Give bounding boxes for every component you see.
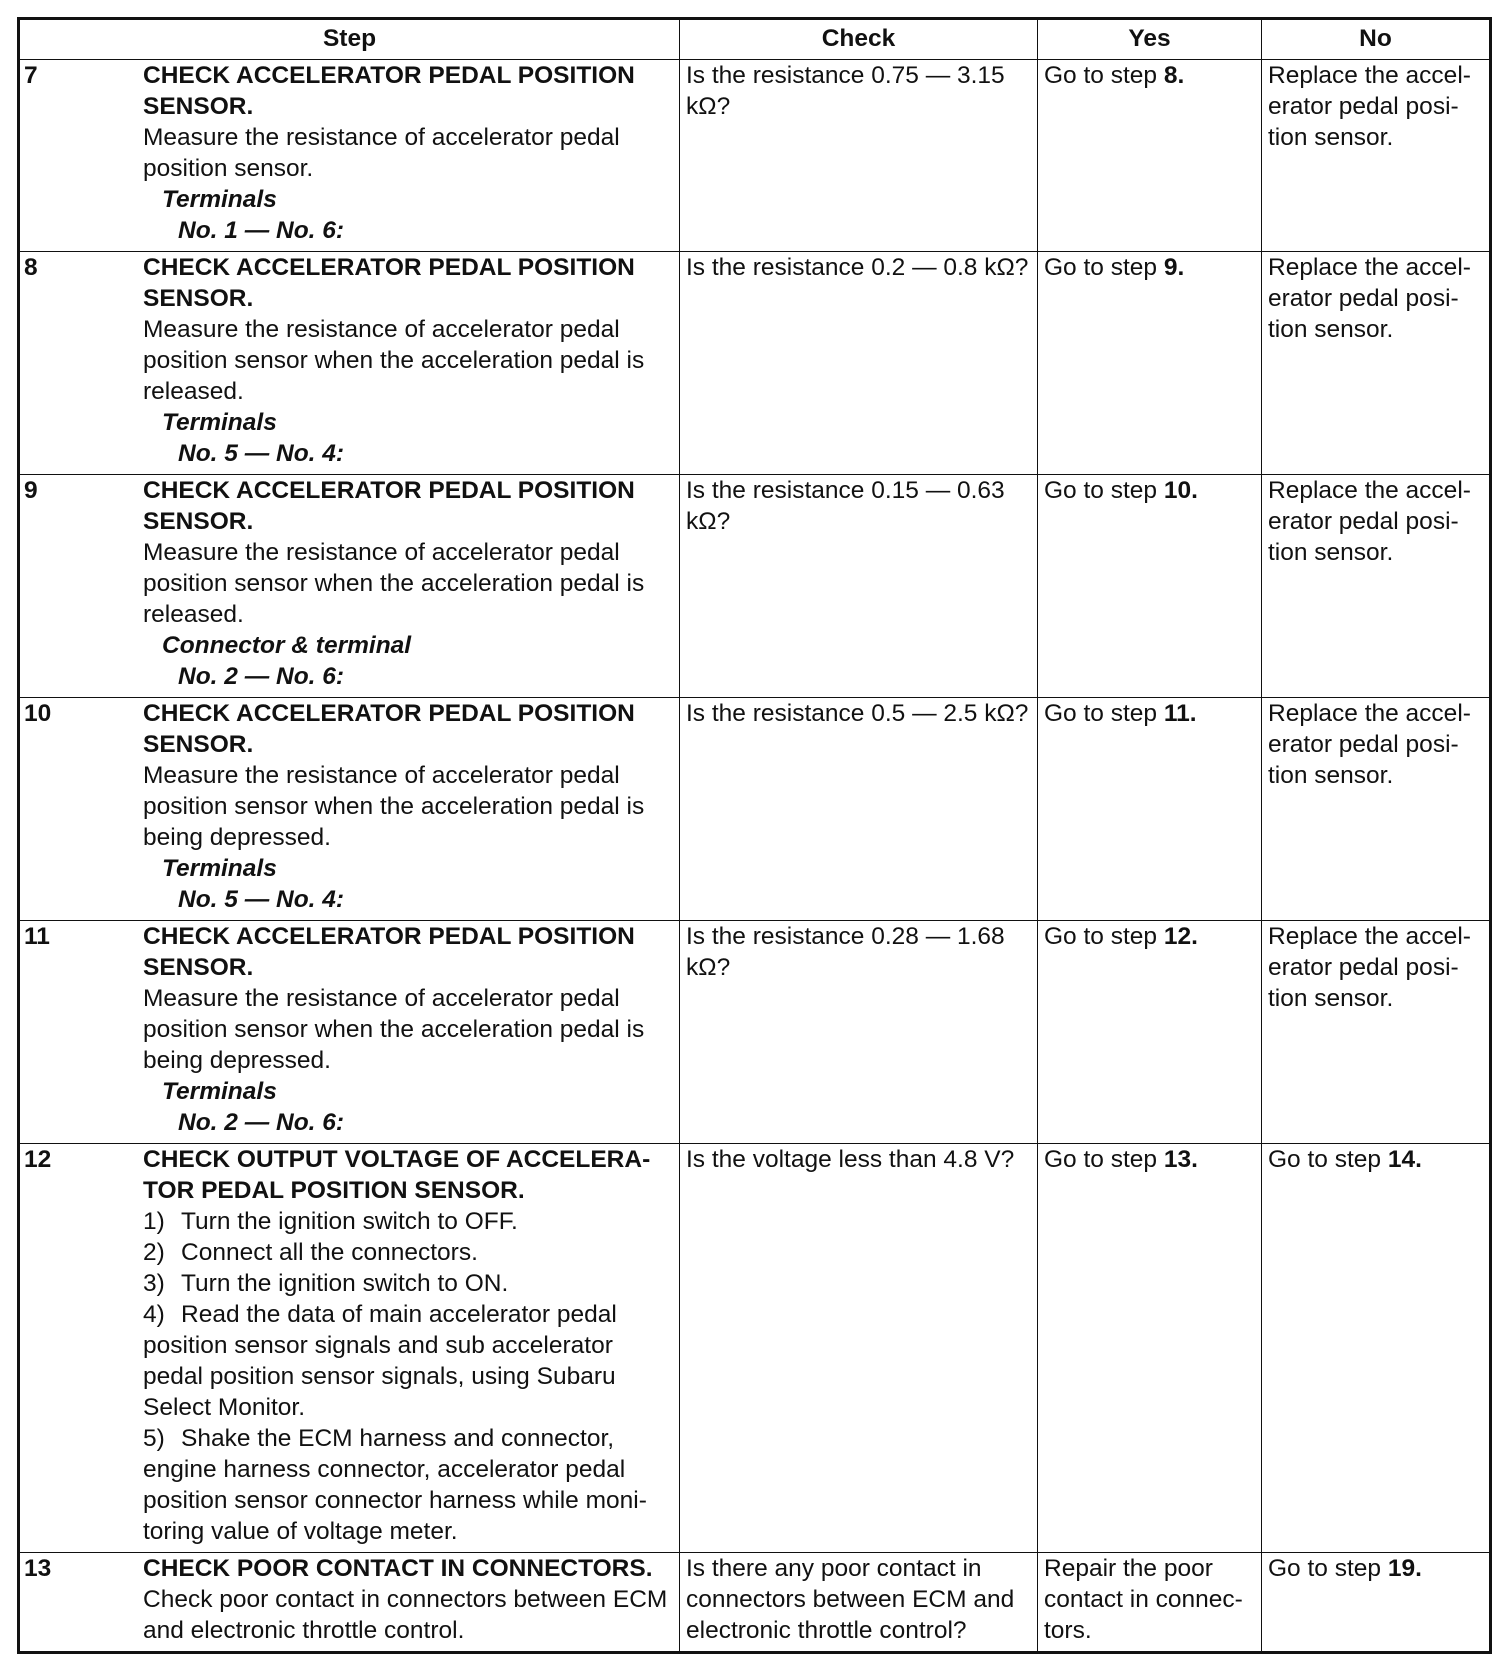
- no-text: Go to step: [1268, 1555, 1388, 1582]
- yes-text: Go to step: [1044, 923, 1164, 950]
- step-title: CHECK OUTPUT VOLTAGE OF ACCELERA-TOR PEDAL POSITION SENSOR.: [143, 1146, 651, 1204]
- no-cell: Replace the accel-erator pedal posi-tion sensor.: [1262, 252, 1491, 475]
- table-row: [19, 60, 1491, 252]
- check-cell: Is the resistance 0.15 — 0.63 kΩ?: [680, 475, 1038, 698]
- no-step-ref: 19.: [1387, 1555, 1422, 1582]
- no-cell: Replace the accel-erator pedal posi-tion sensor.: [1262, 60, 1491, 252]
- procedure-item: [143, 1206, 673, 1237]
- no-cell: [1262, 1553, 1491, 1653]
- no-cell: Replace the accel-erator pedal posi-tion sensor.: [1262, 475, 1491, 698]
- yes-cell: Repair the poor contact in connec-tors.: [1038, 1553, 1262, 1653]
- no-cell: Replace the accel-erator pedal posi-tion sensor.: [1262, 698, 1491, 921]
- check-cell: Is the voltage less than 4.8 V?: [680, 1144, 1038, 1553]
- procedure-item-number: 5): [143, 1425, 165, 1452]
- procedure-item-text: Turn the ignition switch to OFF.: [181, 1208, 518, 1235]
- no-cell: Replace the accel-erator pedal posi-tion sensor.: [1262, 921, 1491, 1144]
- step-text: Measure the resistance of accelerator pedal position sensor when the acceleration pedal is released.: [143, 316, 645, 405]
- step-title: CHECK ACCELERATOR PEDAL POSITION SENSOR.: [143, 254, 635, 312]
- check-cell: Is the resistance 0.5 — 2.5 kΩ?: [680, 698, 1038, 921]
- procedure-item-text: Connect all the connectors.: [181, 1239, 478, 1266]
- table-row: [19, 921, 1491, 1144]
- check-cell: Is the resistance 0.75 — 3.15 kΩ?: [680, 60, 1038, 252]
- procedure-item-text: Read the data of main accelerator pedal position sensor signals and sub accelerator pedal position sensor signals, using Subaru Select Monitor.: [143, 1301, 617, 1421]
- yes-cell: [1038, 1144, 1262, 1553]
- yes-step-ref: 9.: [1163, 254, 1185, 281]
- step-cell: [19, 60, 680, 252]
- procedure-item: [143, 1237, 673, 1268]
- step-subheading: Terminals: [162, 1078, 277, 1105]
- yes-step-ref: 11.: [1163, 700, 1197, 727]
- step-subheading: Terminals: [162, 186, 277, 213]
- step-subheading: Terminals: [162, 409, 277, 436]
- step-terminal-spec: No. 2 — No. 6:: [178, 1109, 345, 1136]
- procedure-item-text: Turn the ignition switch to ON.: [181, 1270, 509, 1297]
- diagnostic-table: [17, 17, 1492, 1654]
- step-cell: [19, 1144, 680, 1553]
- step-number: 12: [24, 1146, 52, 1173]
- step-title: CHECK ACCELERATOR PEDAL POSITION SENSOR.: [143, 700, 635, 758]
- header-yes: Yes: [1038, 19, 1262, 60]
- table-row: [19, 1144, 1491, 1553]
- table-row: [19, 252, 1491, 475]
- procedure-item: [143, 1423, 673, 1547]
- step-terminal-spec: No. 5 — No. 4:: [178, 440, 345, 467]
- step-title: CHECK ACCELERATOR PEDAL POSITION SENSOR.: [143, 477, 635, 535]
- header-check: Check: [680, 19, 1038, 60]
- step-cell: [19, 921, 680, 1144]
- step-number: 10: [24, 700, 52, 727]
- yes-step-ref: 12.: [1163, 923, 1198, 950]
- yes-step-ref: 13.: [1163, 1146, 1198, 1173]
- header-step: Step: [19, 19, 680, 60]
- step-cell: [19, 252, 680, 475]
- step-terminal-spec: No. 5 — No. 4:: [178, 886, 345, 913]
- table-row: [19, 1553, 1491, 1653]
- yes-cell: [1038, 921, 1262, 1144]
- step-number: 7: [24, 62, 38, 89]
- step-text: Measure the resistance of accelerator pedal position sensor.: [143, 124, 620, 182]
- procedure-item-number: 1): [143, 1208, 165, 1235]
- yes-step-ref: 8.: [1163, 62, 1185, 89]
- yes-text: Go to step: [1044, 254, 1164, 281]
- yes-text: Go to step: [1044, 62, 1164, 89]
- procedure-item: [143, 1299, 673, 1423]
- step-title: CHECK POOR CONTACT IN CONNECTORS.: [143, 1555, 653, 1582]
- yes-cell: [1038, 698, 1262, 921]
- step-title: CHECK ACCELERATOR PEDAL POSITION SENSOR.: [143, 923, 635, 981]
- procedure-item-number: 4): [143, 1301, 165, 1328]
- header-no: No: [1262, 19, 1491, 60]
- check-cell: Is there any poor contact in connectors between ECM and electronic throttle control?: [680, 1553, 1038, 1653]
- step-title: CHECK ACCELERATOR PEDAL POSITION SENSOR.: [143, 62, 635, 120]
- no-cell: [1262, 1144, 1491, 1553]
- yes-text: Go to step: [1044, 1146, 1164, 1173]
- diagnostic-procedure-sheet: [17, 17, 1489, 1654]
- yes-text: Go to step: [1044, 700, 1164, 727]
- step-text: Check poor contact in connectors between ECM and electronic throttle control.: [143, 1586, 668, 1644]
- table-row: [19, 698, 1491, 921]
- step-text: Measure the resistance of accelerator pedal position sensor when the acceleration pedal is being depressed.: [143, 762, 645, 851]
- step-cell: [19, 475, 680, 698]
- yes-step-ref: 10.: [1163, 477, 1198, 504]
- procedure-item: [143, 1268, 673, 1299]
- step-cell: [19, 698, 680, 921]
- table-row: [19, 475, 1491, 698]
- yes-cell: [1038, 60, 1262, 252]
- no-text: Go to step: [1268, 1146, 1388, 1173]
- step-number: 11: [24, 923, 50, 950]
- procedure-item-text: Shake the ECM harness and connector, engine harness connector, accelerator pedal position sensor connector harness while moni-toring value of voltage meter.: [143, 1425, 647, 1545]
- step-number: 13: [24, 1555, 52, 1582]
- yes-cell: [1038, 475, 1262, 698]
- check-cell: Is the resistance 0.28 — 1.68 kΩ?: [680, 921, 1038, 1144]
- step-terminal-spec: No. 2 — No. 6:: [178, 663, 345, 690]
- table-header-row: [19, 19, 1491, 60]
- procedure-item-number: 3): [143, 1270, 165, 1297]
- no-step-ref: 14.: [1387, 1146, 1422, 1173]
- procedure-item-number: 2): [143, 1239, 165, 1266]
- step-number: 9: [24, 477, 38, 504]
- yes-text: Go to step: [1044, 477, 1164, 504]
- step-terminal-spec: No. 1 — No. 6:: [178, 217, 345, 244]
- check-cell: Is the resistance 0.2 — 0.8 kΩ?: [680, 252, 1038, 475]
- step-cell: [19, 1553, 680, 1653]
- step-number: 8: [24, 254, 38, 281]
- step-subheading: Terminals: [162, 855, 277, 882]
- step-text: Measure the resistance of accelerator pedal position sensor when the acceleration pedal is released.: [143, 539, 645, 628]
- step-subheading: Connector & terminal: [162, 632, 412, 659]
- step-text: Measure the resistance of accelerator pedal position sensor when the acceleration pedal is being depressed.: [143, 985, 645, 1074]
- yes-cell: [1038, 252, 1262, 475]
